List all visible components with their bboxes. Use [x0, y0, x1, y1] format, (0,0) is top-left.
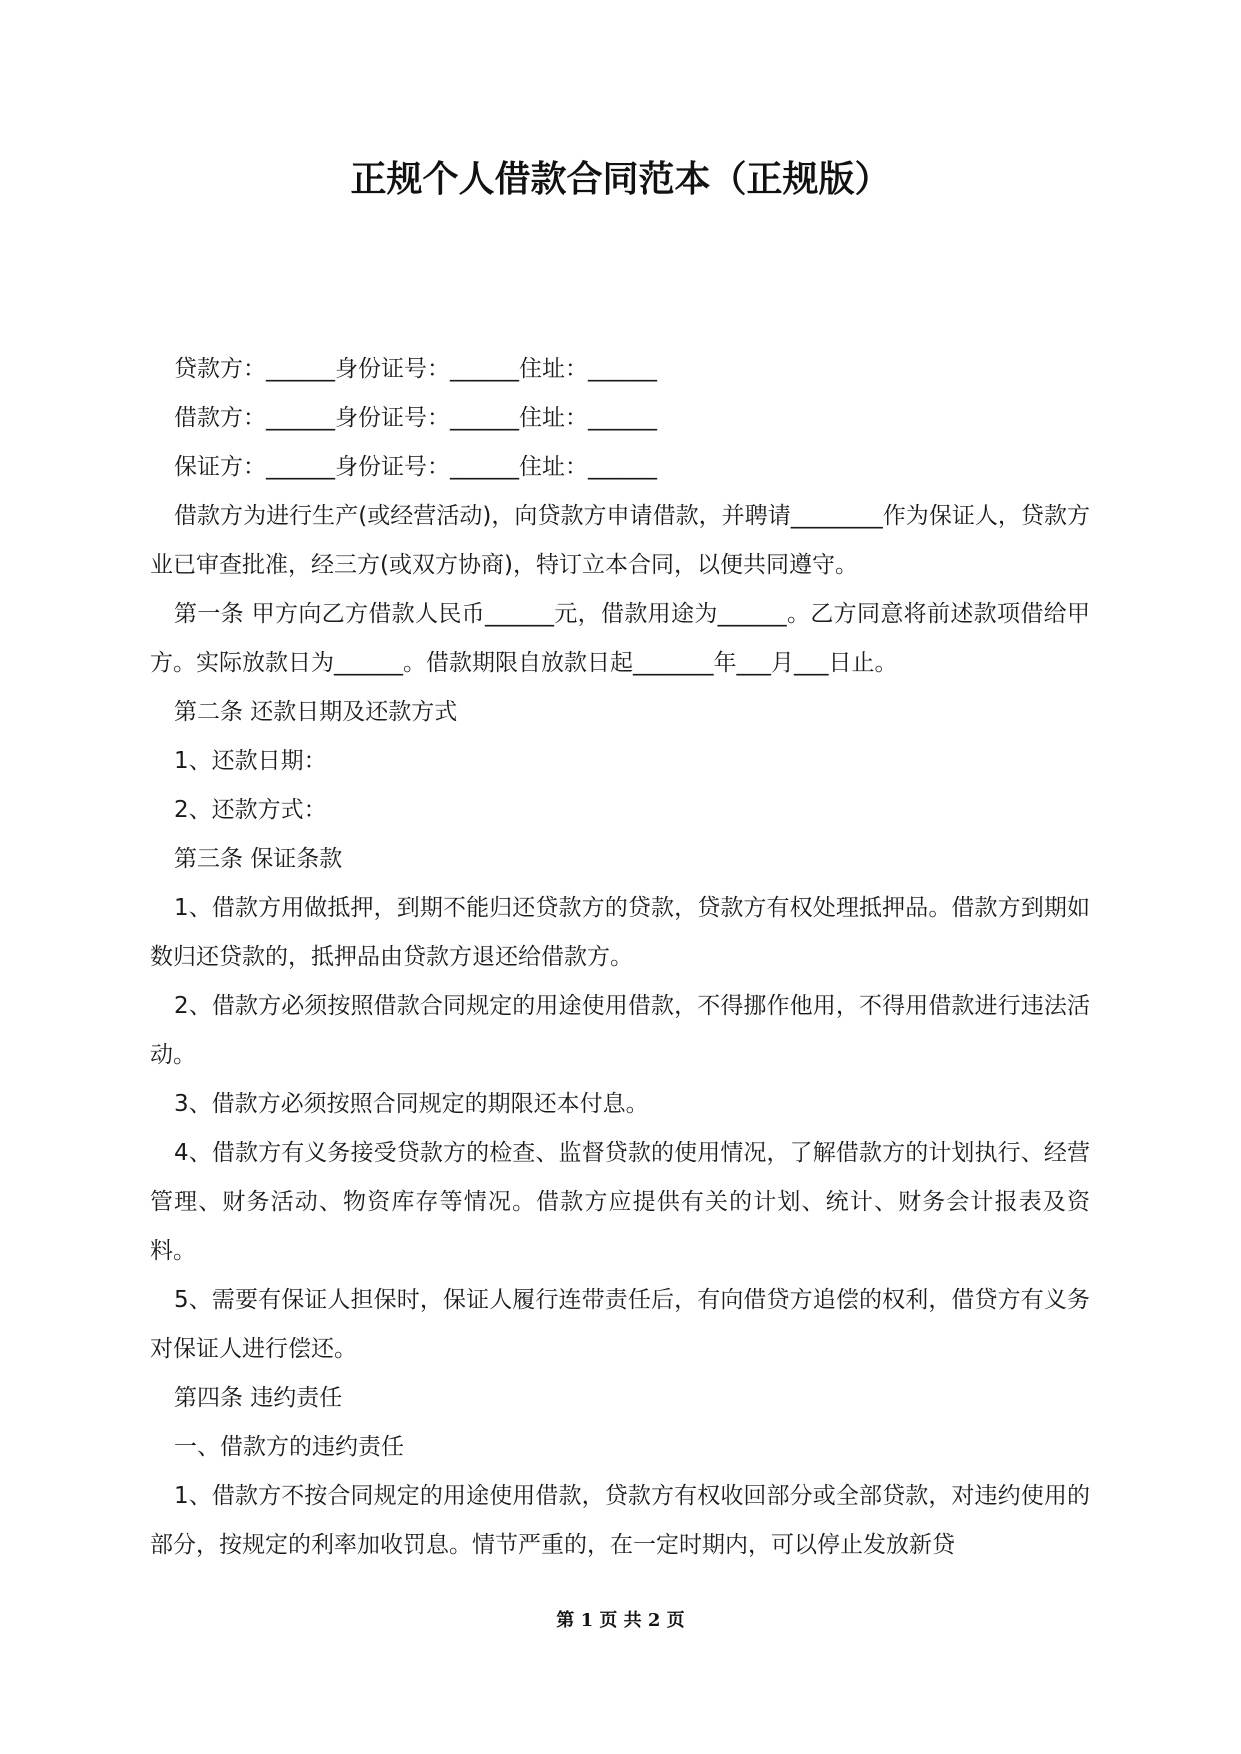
page-footer: 第 1 页 共 2 页 — [556, 1610, 685, 1631]
document-title: 正规个人借款合同范本（正规版） — [350, 159, 891, 200]
paragraph-guarantee-3: 3、借款方必须按照合同规定的期限还本付息。 — [174, 1091, 649, 1117]
paragraph-preamble: 借款方为进行生产(或经营活动)，向贷款方申请借款，并聘请________作为保证人，贷款方业已审查批准，经三方(或双方协商)，特订立本合同，以便共同遵守。 — [150, 503, 1090, 578]
paragraph-repayment-method: 2、还款方式： — [174, 797, 327, 823]
paragraph-lender-info: 贷款方：______身份证号：______住址：______ — [174, 356, 657, 382]
document-body — [150, 345, 1090, 1570]
heading-article-2: 第二条 还款日期及还款方式 — [174, 699, 458, 725]
paragraph-guarantee-2: 2、借款方必须按照借款合同规定的用途使用借款，不得挪作他用，不得用借款进行违法活动。 — [150, 993, 1090, 1068]
heading-article-4: 第四条 违约责任 — [174, 1385, 343, 1411]
paragraph-article-1: 第一条 甲方向乙方借款人民币______元，借款用途为______。乙方同意将前述款项借给甲方。实际放款日为______。借款期限自放款日起_______年___月___日止。 — [150, 601, 1090, 676]
heading-article-3: 第三条 保证条款 — [174, 846, 343, 872]
paragraph-liability-1: 1、借款方不按合同规定的用途使用借款，贷款方有权收回部分或全部贷款，对违约使用的部分，按规定的利率加收罚息。情节严重的，在一定时期内，可以停止发放新贷 — [150, 1483, 1090, 1558]
heading-borrower-liability: 一、借款方的违约责任 — [174, 1434, 404, 1460]
paragraph-guarantee-5: 5、需要有保证人担保时，保证人履行连带责任后，有向借贷方追偿的权利，借贷方有义务对保证人进行偿还。 — [150, 1287, 1090, 1362]
paragraph-repayment-date: 1、还款日期： — [174, 748, 327, 774]
paragraph-borrower-info: 借款方：______身份证号：______住址：______ — [174, 405, 657, 431]
paragraph-guarantor-info: 保证方：______身份证号：______住址：______ — [174, 454, 657, 480]
paragraph-guarantee-4: 4、借款方有义务接受贷款方的检查、监督贷款的使用情况，了解借款方的计划执行、经营管理、财务活动、物资库存等情况。借款方应提供有关的计划、统计、财务会计报表及资料。 — [150, 1140, 1090, 1264]
paragraph-guarantee-1: 1、借款方用做抵押，到期不能归还贷款方的贷款，贷款方有权处理抵押品。借款方到期如数归还贷款的，抵押品由贷款方退还给借款方。 — [150, 895, 1090, 970]
